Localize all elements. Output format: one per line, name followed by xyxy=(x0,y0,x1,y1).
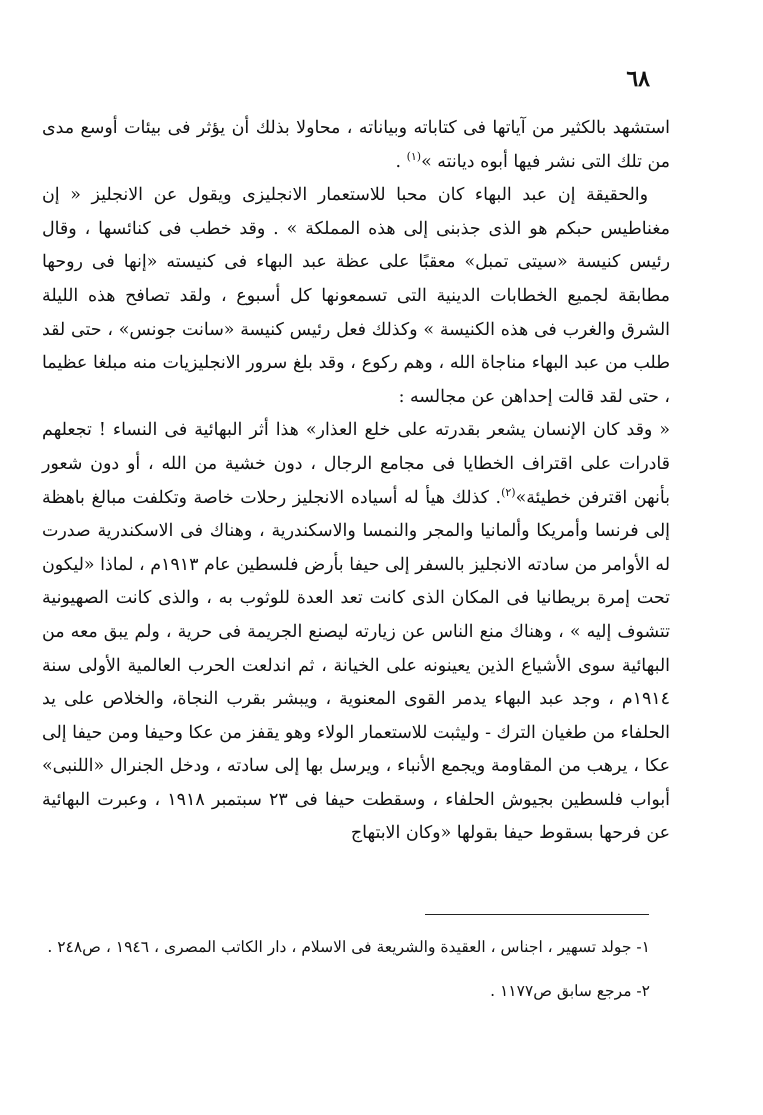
footnote-ref-1: (١) xyxy=(406,149,422,163)
footnote-1: ١- جولد تسهير ، اجناس ، العقيدة والشريعة فى الاسلام ، دار الكاتب المصرى ، ١٩٤٦ ، ص٢٤٨ . xyxy=(47,938,650,956)
paragraph-1 xyxy=(42,112,670,179)
footnotes xyxy=(42,930,650,1008)
footnote-ref-2: (٢) xyxy=(501,485,516,499)
paragraph-1-tail: . xyxy=(395,151,407,172)
paragraph-3-text: « وقد كان الإنسان يشعر بقدرته على خلع العذار» هذا أثر البهائية فى النساء ! تجعلهم قادرات على اقتراف الخطايا فى مجامع الرجال ، دون خشية من الله ، أو دون شعور بأنهن اقترفن خطيئة» xyxy=(42,420,670,508)
paragraph-3-tail: . كذلك هيأ له أسياده الانجليز رحلات خاصة وتكلفت مبالغ باهظة إلى فرنسا وأمريكا وألمانيا والمجر والنمسا والاسكندرية ، وهناك فى الاسكندرية صدرت له الأوامر من سادته الانجليز بالسفر إلى حيفا بأرض فلسطين عام ١٩١٣م ، لماذا «ليكون تحت إمرة بريطانيا فى المكان الذى كانت تعد العدة للوثوب به ، والذى كانت الصهيونية تتشوف إليه » ، وهناك منع الناس عن زيارته ليصنع الجريمة فى حرية ، ولم يبق معه من البهائية سوى الأشياع الذين يعينونه على الخيانة ، ثم اندلعت الحرب العالمية الأولى سنة ١٩١٤م ، وجد عبد البهاء يدمر القوى المعنوية ، ويبشر بقرب النجاة، والخلاص على يد الحلفاء من طغيان الترك - وليثبت للاستعمار الولاء وهو يقفز من عكا وحيفا ومن حيفا إلى عكا ، يرهب من المقاومة ويجمع الأنباء ، ويرسل بها إلى سادته ، ودخل الجنرال «اللنبى» أبواب فلسطين بجيوش الحلفاء ، وسقطت حيفا فى ٢٣ سبتمبر ١٩١٨ ، وعبرت البهائية عن فرحها بسقوط حيفا بقولها «وكان الابتهاج xyxy=(42,487,670,844)
footnote-divider xyxy=(425,914,649,915)
paragraph-2: والحقيقة إن عبد البهاء كان محبا للاستعمار الانجليزى ويقول عن الانجليز « إن مغناطيس حبكم هو الذى جذبنى إلى هذه المملكة » . وقد خطب فى كنائسها ، وقال رئيس كنيسة «سيتى تمبل» معقبًا على عظة عبد البهاء فى كنيسته «إنها فى روحها مطابقة لجميع الخطابات الدينية التى تسمعونها كل أسبوع ، ولقد تصافح هذه الليلة الشرق والغرب فى هذه الكنيسة » وكذلك فعل رئيس كنيسة «سانت جونس» ، حتى لقد طلب من عبد البهاء مناجاة الله ، وهم ركوع ، وقد بلغ سرور الانجليزيات منه مبلغا عظيما ، حتى لقد قالت إحداهن عن مجالسه : xyxy=(42,185,670,407)
footnote-2: ٢- مرجع سابق ص١١٧٧ . xyxy=(490,982,650,1000)
page-number: ٦٨ xyxy=(626,66,650,92)
paragraph-3 xyxy=(42,414,670,851)
body-text xyxy=(42,112,670,851)
paragraph-1-text: استشهد بالكثير من آياتها فى كتاباته وبياناته ، محاولا بذلك أن يؤثر فى بيئات أوسع مدى من تلك التى نشر فيها أبوه ديانته » xyxy=(42,118,670,172)
